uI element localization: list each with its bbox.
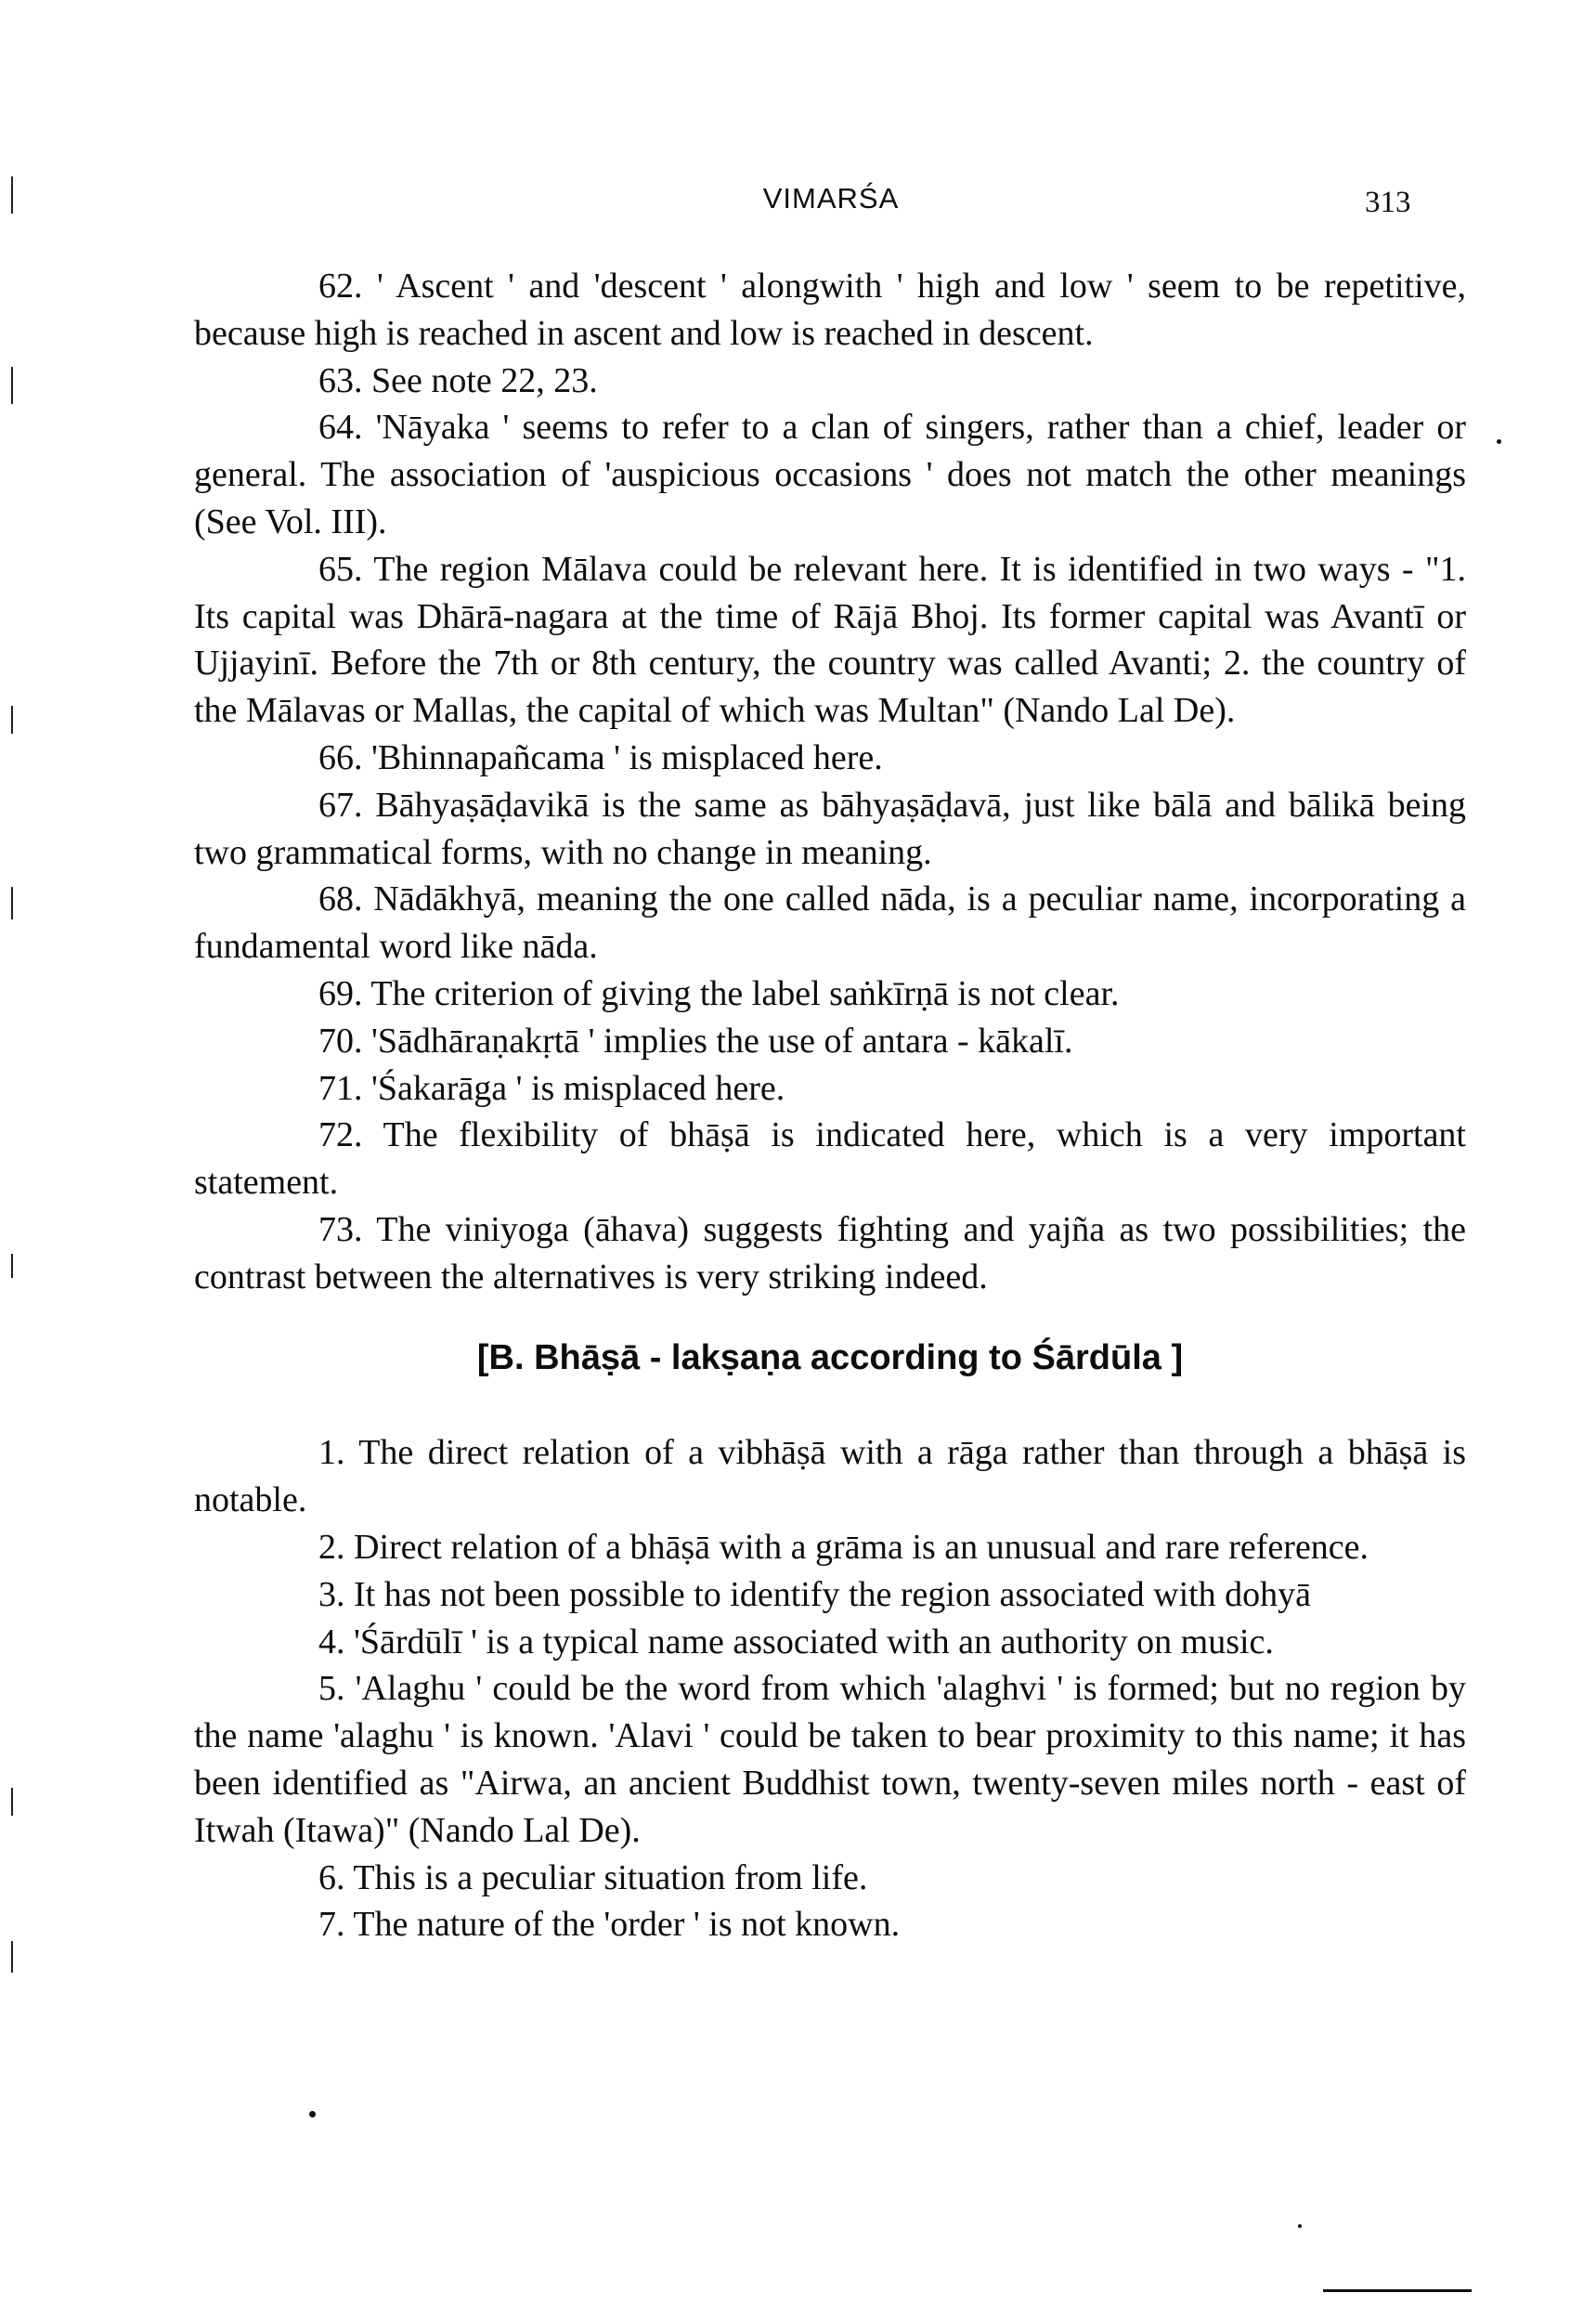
note-72: 72. The flexibility of bhāṣā is indicated here, which is a very important statement. bbox=[194, 1115, 1466, 1203]
note-69: 69. The criterion of giving the label saṅkīrṇā is not clear. bbox=[318, 973, 1120, 1013]
scan-speck bbox=[1298, 2224, 1302, 2228]
note-b-3: 3. It has not been possible to identify the region associated with dohyā bbox=[318, 1574, 1312, 1614]
running-head-title: VIMARŚA bbox=[762, 182, 900, 215]
note-70: 70. 'Sādhāraṇakṛtā ' implies the use of antara - kākalī. bbox=[318, 1021, 1073, 1061]
section-heading: [B. Bhāṣā - lakṣaṇa according to Śārdūla ] bbox=[476, 1337, 1184, 1377]
note-b-5: 5. 'Alaghu ' could be the word from which 'alaghvi ' is formed; but no region by the name 'alaghu ' is known. 'Alavi ' could be taken to bear proximity to this name; it has been identified as "Airwa, an ancient Buddhist town, twenty-seven miles north - east of Itwah (Itawa)" (Nando Lal De). bbox=[194, 1669, 1466, 1850]
scan-margin-mark bbox=[11, 1254, 13, 1278]
scan-margin-mark bbox=[11, 176, 13, 214]
scan-speck bbox=[309, 2111, 316, 2117]
note-b-7: 7. The nature of the 'order ' is not known. bbox=[318, 1905, 901, 1945]
scan-margin-mark bbox=[11, 706, 13, 734]
note-62: 62. ' Ascent ' and 'descent ' alongwith ' high and low ' seem to be repetitive, because high is reached in ascent and low is reached in descent. bbox=[194, 267, 1466, 353]
note-68: 68. Nādākhyā, meaning the one called nāda, is a peculiar name, incorporating a fundamental word like nāda. bbox=[194, 879, 1466, 967]
scan-speck bbox=[1497, 439, 1501, 444]
note-73: 73. The viniyoga (āhava) suggests fighting and yajña as two possibilities; the contrast between the alternatives is very striking indeed. bbox=[194, 1209, 1466, 1296]
note-b-1: 1. The direct relation of a vibhāṣā with a rāga rather than through a bhāṣā is notable. bbox=[194, 1433, 1466, 1520]
scan-margin-mark bbox=[11, 887, 13, 919]
scan-margin-mark bbox=[11, 1788, 13, 1816]
note-63: 63. See note 22, 23. bbox=[318, 360, 598, 400]
note-65: 65. The region Mālava could be relevant here. It is identified in two ways - "1. Its capital was Dhārā-nagara at the time of Rājā Bhoj. Its former capital was Avantī or Ujjayinī. Before the 7th or 8th century, the country was called Avanti; 2. the country of the Mālavas or Mallas, the capital of which was Multan" (Nando Lal De). bbox=[194, 549, 1466, 731]
running-head bbox=[0, 182, 1596, 228]
scan-margin-mark bbox=[11, 367, 13, 404]
scan-margin-mark bbox=[11, 1941, 13, 1973]
note-67: 67. Bāhyaṣāḍavikā is the same as bāhyaṣāḍavā, just like bālā and bālikā being two grammatical forms, with no change in meaning. bbox=[194, 785, 1466, 872]
note-66: 66. 'Bhinnapañcama ' is misplaced here. bbox=[318, 737, 883, 777]
page-number: 313 bbox=[1365, 186, 1411, 219]
note-b-2: 2. Direct relation of a bhāṣā with a grāma is an unusual and rare reference. bbox=[318, 1527, 1369, 1567]
scan-footer-rule bbox=[1323, 2289, 1472, 2292]
note-b-4: 4. 'Śārdūlī ' is a typical name associated with an authority on music. bbox=[318, 1622, 1274, 1661]
notes-section-b bbox=[194, 1429, 1466, 1948]
note-64: 64. 'Nāyaka ' seems to refer to a clan of singers, rather than a chief, leader or general. The association of 'auspicious occasions ' does not match the other meanings (See Vol. III). bbox=[194, 408, 1466, 541]
notes-body bbox=[194, 263, 1466, 1948]
note-b-6: 6. This is a peculiar situation from life. bbox=[318, 1857, 868, 1897]
note-71: 71. 'Śakarāga ' is misplaced here. bbox=[318, 1068, 785, 1108]
